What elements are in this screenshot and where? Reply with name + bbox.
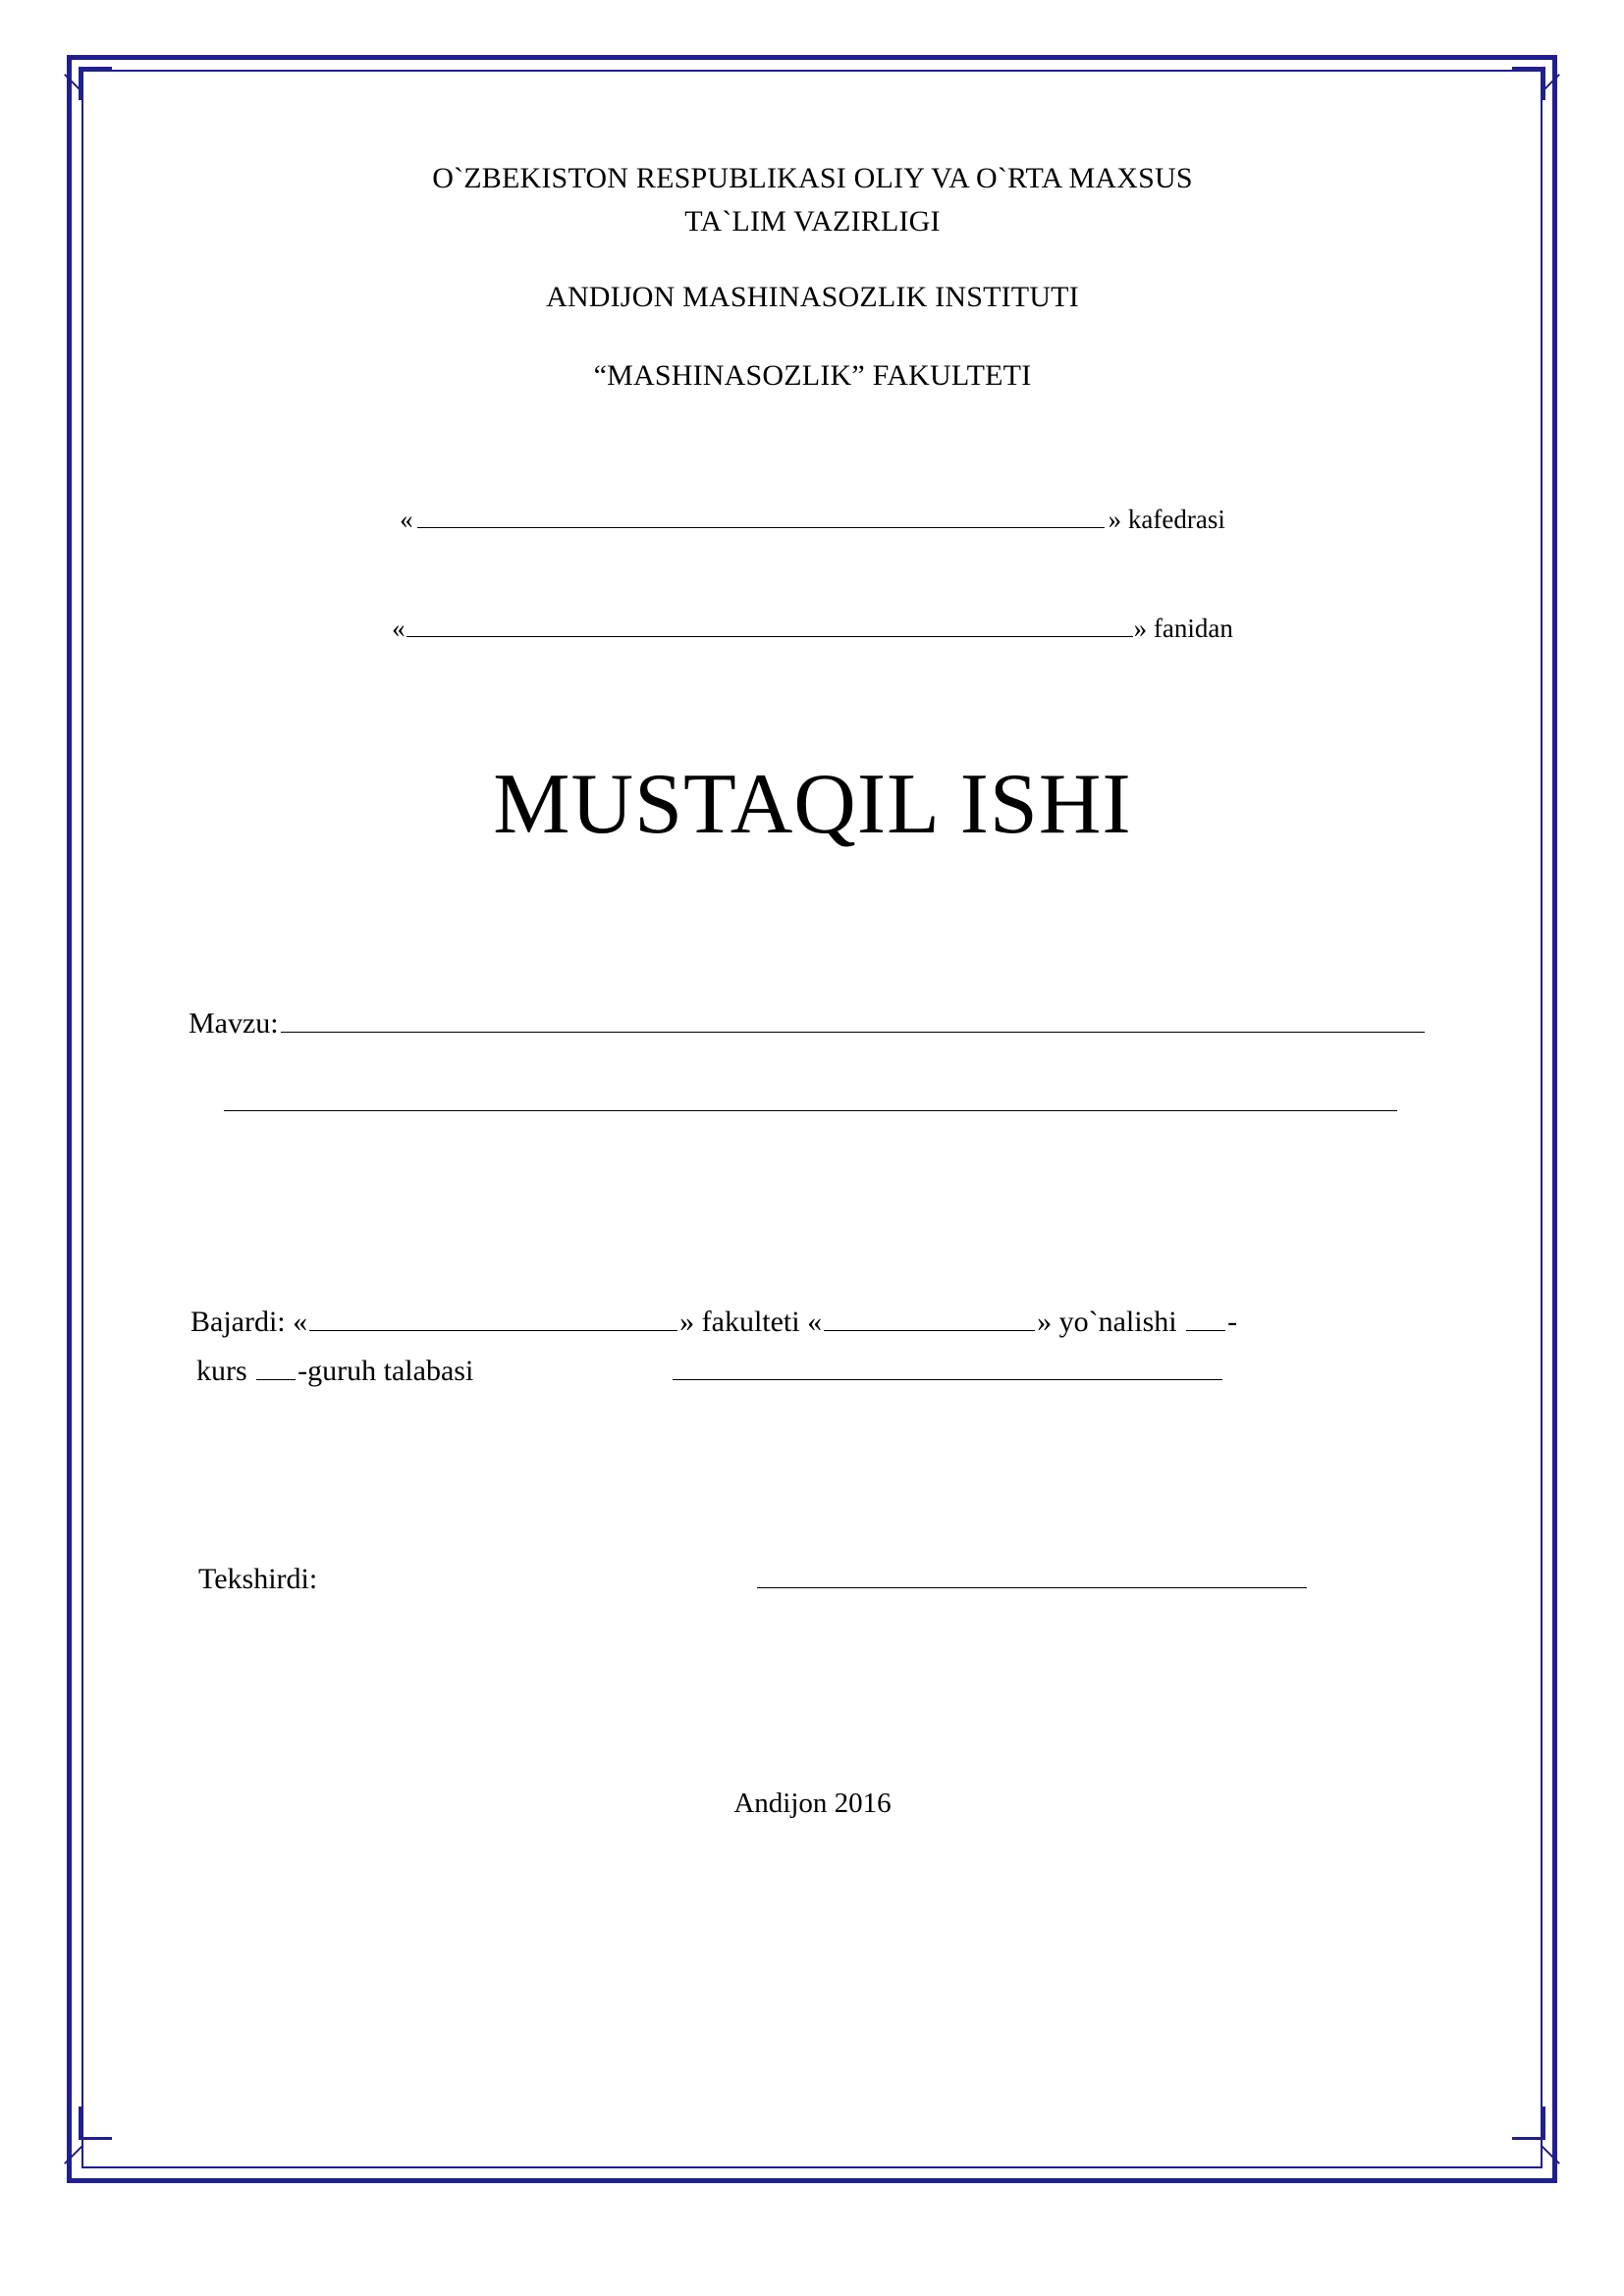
fan-close-quote: »: [1133, 614, 1148, 643]
student-close-quote-2: »: [1037, 1306, 1053, 1339]
kafedra-input-line[interactable]: [417, 506, 1105, 528]
page-title: MUSTAQIL ISHI: [493, 757, 1132, 852]
student-dash: -: [1227, 1306, 1238, 1339]
border-corner-bottom-left: [79, 2107, 112, 2140]
topic-label: Mavzu:: [189, 1007, 279, 1041]
fan-label: fanidan: [1153, 614, 1233, 643]
student-faculty-input-line[interactable]: [309, 1308, 677, 1331]
ministry-heading: [118, 157, 1507, 242]
topic-input-line[interactable]: [281, 1008, 1425, 1033]
faculty-heading: “MASHINASOZLIK” FAKULTETI: [593, 358, 1032, 392]
fan-input-line[interactable]: [406, 614, 1133, 637]
student-close-quote-1: »: [679, 1306, 695, 1339]
student-group-input-line[interactable]: [256, 1358, 296, 1380]
fan-open-quote: «: [392, 614, 406, 643]
institute-heading: ANDIJON MASHINASOZLIK INSTITUTI: [546, 281, 1079, 313]
student-direction-word: yo`nalishi: [1058, 1306, 1177, 1339]
student-row-2: [118, 1355, 1507, 1388]
document-content: [118, 118, 1507, 2110]
student-group-word: -guruh talabasi: [298, 1355, 474, 1388]
student-direction-input-line[interactable]: [824, 1308, 1035, 1331]
student-course-input-line[interactable]: [1186, 1308, 1225, 1331]
kafedra-open-quote: «: [400, 505, 413, 534]
checker-label: Tekshirdi:: [198, 1563, 318, 1596]
kafedra-label: kafedrasi: [1127, 505, 1225, 534]
kafedra-row: [118, 505, 1507, 535]
topic-input-line-2[interactable]: [224, 1087, 1397, 1111]
checker-signature-line[interactable]: [757, 1566, 1307, 1588]
student-open-quote-2: «: [807, 1306, 823, 1339]
student-faculty-word: fakulteti: [701, 1306, 800, 1339]
topic-row: [118, 1007, 1507, 1041]
ministry-line-2: TA`LIM VAZIRLIGI: [684, 204, 941, 238]
student-signature-line[interactable]: [673, 1358, 1222, 1380]
footer-city-year: Andijon 2016: [733, 1788, 892, 1820]
student-label: Bajardi:: [190, 1306, 286, 1339]
topic-row-2: [118, 1086, 1507, 1119]
border-corner-top-right: [1512, 67, 1545, 100]
border-corner-top-left: [79, 67, 112, 100]
checker-row: [118, 1563, 1507, 1596]
student-row: [118, 1306, 1507, 1339]
fan-row: [118, 614, 1507, 644]
student-course-word: kurs: [196, 1355, 247, 1388]
border-corner-bottom-right: [1512, 2107, 1545, 2140]
student-open-quote-1: «: [293, 1306, 308, 1339]
ministry-line-1: O`ZBEKISTON RESPUBLIKASI OLIY VA O`RTA MAXSUS: [432, 162, 1193, 194]
kafedra-close-quote: »: [1108, 505, 1122, 534]
